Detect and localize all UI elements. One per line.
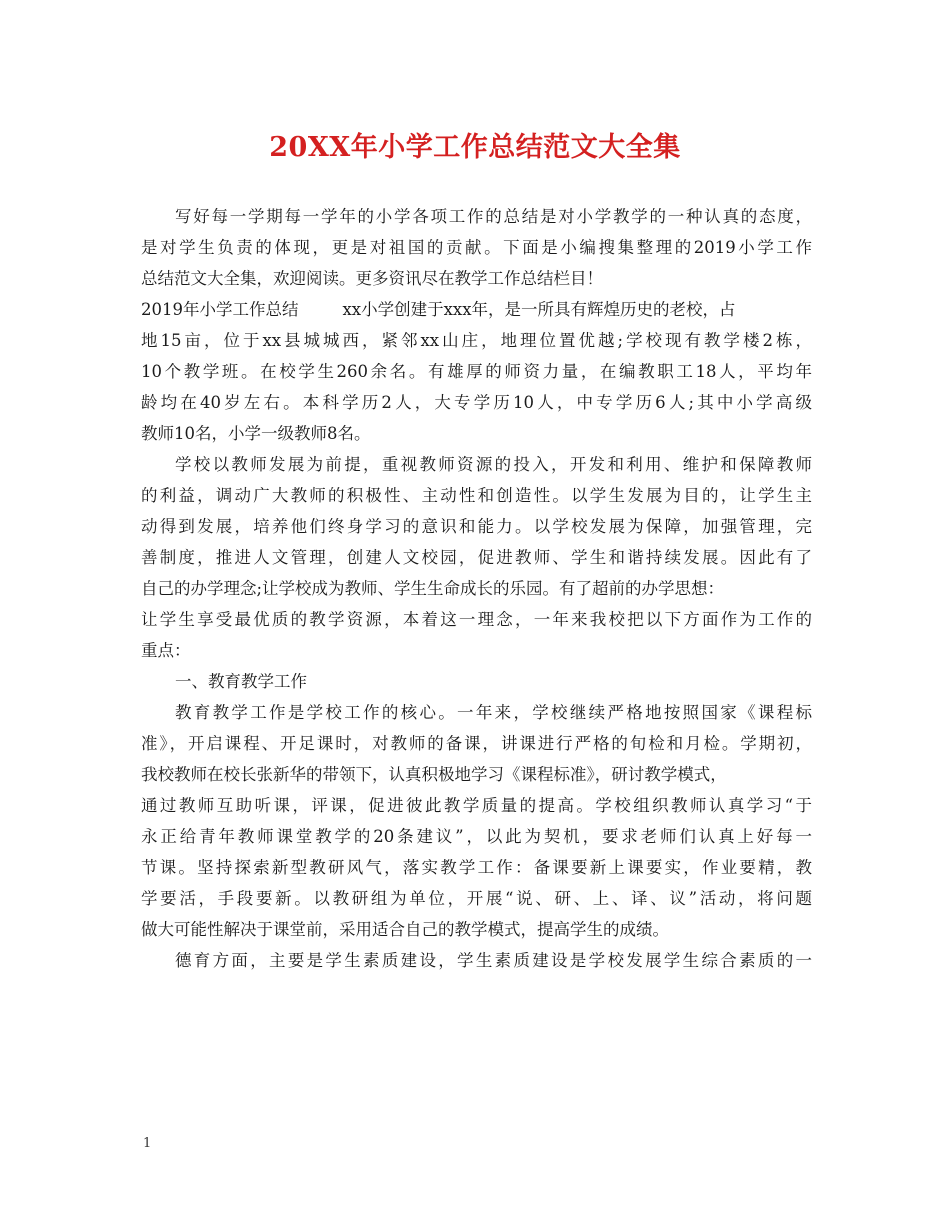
text-line: 做大可能性解决于课堂前，采用适合自己的教学模式，提高学生的成绩。 [141,920,669,939]
text-line: 龄均在40岁左右。本科学历2人，大专学历10人，中专学历6人;其中小学高级 [141,393,812,412]
text-line: 德育方面，主要是学生素质建设，学生素质建设是学校发展学生综合素质的一 [175,951,812,970]
text-line: 通过教师互助听课，评课，促进彼此教学质量的提高。学校组织教师认真学习“于 [141,796,812,815]
text-line: 学校以教师发展为前提，重视教师资源的投入，开发和利用、维护和保障教师 [175,455,812,474]
text-line: 写好每一学期每一学年的小学各项工作的总结是对小学教学的一种认真的态度， [175,207,812,226]
section-text: xx小学创建于xxx年，是一所具有辉煌历史的老校，占 [342,300,736,319]
text-line: 节课。坚持探索新型教研风气，落实教学工作：备课要新上课要实，作业要精，教 [141,858,812,877]
text-line: 教育教学工作是学校工作的核心。一年来，学校继续严格地按照国家《课程标 [175,703,812,722]
text-line: 地15亩，位于xx县城城西，紧邻xx山庄，地理位置优越;学校现有教学楼2栋， [141,331,812,350]
text-line: 自己的办学理念;让学校成为教师、学生生命成长的乐园。有了超前的办学思想： [141,579,725,598]
text-line: 教师10名，小学一级教师8名。 [141,424,371,443]
document-body [141,201,812,976]
text-line-section [141,294,812,325]
section-label: 2019年小学工作总结 [141,300,299,319]
text-line: 准》，开启课程、开足课时，对教师的备课，讲课进行严格的旬检和月检。学期初， [141,734,812,753]
text-line: 学要活，手段要新。以教研组为单位，开展“说、研、上、译、议”活动，将问题 [141,889,812,908]
text-line: 总结范文大全集，欢迎阅读。更多资讯尽在教学工作总结栏目！ [141,269,603,288]
text-line: 10个教学班。在校学生260余名。有雄厚的师资力量，在编教职工18人，平均年 [141,362,812,381]
text-line: 重点： [141,641,191,660]
page-number: 1 [143,1136,152,1151]
section-heading: 一、教育教学工作 [175,672,307,691]
text-line: 是对学生负责的体现，更是对祖国的贡献。下面是小编搜集整理的2019小学工作 [141,238,812,257]
text-line: 动得到发展，培养他们终身学习的意识和能力。以学校发展为保障，加强管理，完 [141,517,812,536]
text-line: 的利益，调动广大教师的积极性、主动性和创造性。以学生发展为目的，让学生主 [141,486,812,505]
text-line: 永正给青年教师课堂教学的20条建议”，以此为契机，要求老师们认真上好每一 [141,827,812,846]
document-title: 20XX年小学工作总结范文大全集 [269,132,681,163]
text-line: 让学生享受最优质的教学资源，本着这一理念，一年来我校把以下方面作为工作的 [141,610,812,629]
text-line: 善制度，推进人文管理，创建人文校园，促进教师、学生和谐持续发展。因此有了 [141,548,812,567]
text-line: 我校教师在校长张新华的带领下，认真积极地学习《课程标准》，研讨教学模式， [141,765,727,784]
